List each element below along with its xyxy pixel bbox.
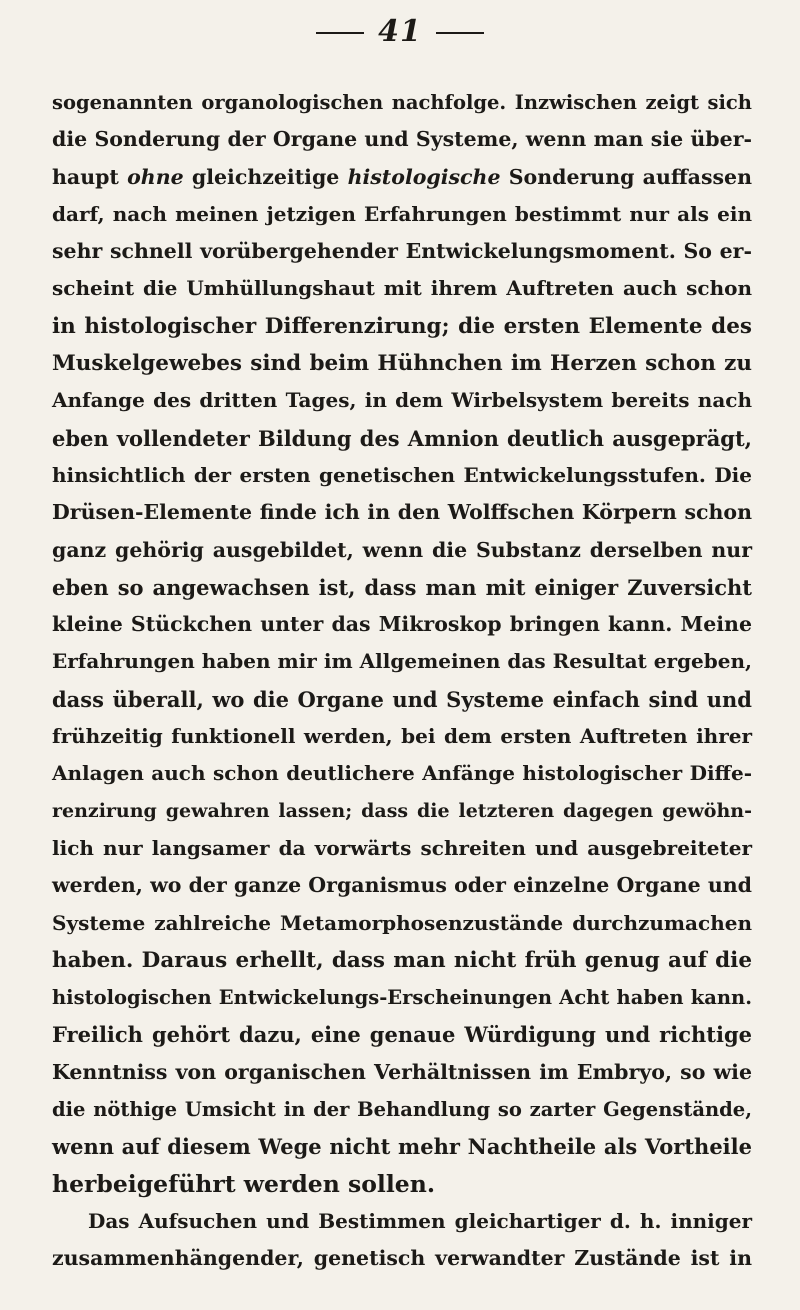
text-line: darf, nach meinen jetzigen Erfahrungen bestimmt nur als ein bbox=[52, 201, 752, 226]
text-line: werden, wo der ganze Organismus oder einzelne Organe und bbox=[52, 873, 752, 898]
text-line: lich nur langsamer da vorwärts schreiten und ausgebreiteter bbox=[52, 835, 752, 860]
text-line: scheint die Umhüllungshaut mit ihrem Auftreten auch schon bbox=[52, 276, 752, 301]
text-line: kleine Stückchen unter das Mikroskop bringen kann. Meine bbox=[52, 612, 752, 637]
text-line: wenn auf diesem Wege nicht mehr Nachtheile als Vortheile bbox=[52, 1134, 752, 1160]
text-line: Das Aufsuchen und Bestimmen gleichartiger d. h. inniger bbox=[88, 1208, 752, 1233]
text-line: frühzeitig funktionell werden, bei dem ersten Auftreten ihrer bbox=[52, 724, 752, 749]
text-line: in histologischer Differenzirung; die ersten Elemente des bbox=[52, 313, 752, 339]
body-text bbox=[52, 84, 752, 1278]
text-line: sogenannten organologischen nachfolge. Inzwischen zeigt sich bbox=[52, 91, 752, 114]
text-line: histologischen Entwickelungs-Erscheinungen Acht haben kann. bbox=[52, 986, 752, 1010]
text-line: eben vollendeter Bildung des Amnion deutlich ausgeprägt, bbox=[52, 425, 752, 451]
text-line: Systeme zahlreiche Metamorphosenzustände durchzumachen bbox=[52, 910, 752, 935]
text-line: zusammenhängender, genetisch verwandter Zustände ist in bbox=[52, 1246, 752, 1271]
text-line: haben. Daraus erhellt, dass man nicht früh genug auf die bbox=[52, 947, 752, 973]
text-line: Muskelgewebes sind beim Hühnchen im Herzen schon zu bbox=[52, 351, 752, 377]
text-line: die nöthige Umsicht in der Behandlung so zarter Gegenstände, bbox=[52, 1098, 752, 1122]
text-line: haupt ohne gleichzeitige histologische Sonderung auffassen bbox=[52, 164, 752, 189]
text-line: Freilich gehört dazu, eine genaue Würdigung und richtige bbox=[52, 1022, 752, 1048]
text-line: Anfange des dritten Tages, in dem Wirbelsystem bereits nach bbox=[52, 388, 752, 413]
text-line: ganz gehörig ausgebildet, wenn die Substanz derselben nur bbox=[52, 537, 752, 562]
header-rule-right bbox=[436, 32, 484, 34]
text-line: Drüsen-Elemente finde ich in den Wolffschen Körpern schon bbox=[52, 500, 752, 525]
text-line: renzirung gewahren lassen; dass die letzteren dagegen gewöhn- bbox=[52, 799, 752, 822]
text-line: eben so angewachsen ist, dass man mit einiger Zuversicht bbox=[52, 574, 752, 600]
header-rule-left bbox=[316, 32, 364, 34]
page-number: 41 bbox=[378, 14, 422, 49]
page-header bbox=[0, 14, 800, 49]
emphasis: histologische bbox=[347, 164, 501, 189]
text-line: herbeigeführt werden sollen. bbox=[52, 1169, 435, 1198]
emphasis: ohne bbox=[127, 164, 184, 189]
text-line: hinsichtlich der ersten genetischen Entwickelungsstufen. Die bbox=[52, 462, 752, 487]
text-line: sehr schnell vorübergehender Entwickelungsmoment. So er- bbox=[52, 239, 752, 264]
text-line: Erfahrungen haben mir im Allgemeinen das Resultat ergeben, bbox=[52, 649, 752, 674]
text-line: dass überall, wo die Organe und Systeme einfach sind und bbox=[52, 686, 752, 712]
text-line: die Sonderung der Organe und Systeme, wenn man sie über- bbox=[52, 127, 752, 152]
text-line: Kenntniss von organischen Verhältnissen im Embryo, so wie bbox=[52, 1059, 752, 1084]
text-line: Anlagen auch schon deutlichere Anfänge histologischer Diffe- bbox=[52, 761, 752, 786]
